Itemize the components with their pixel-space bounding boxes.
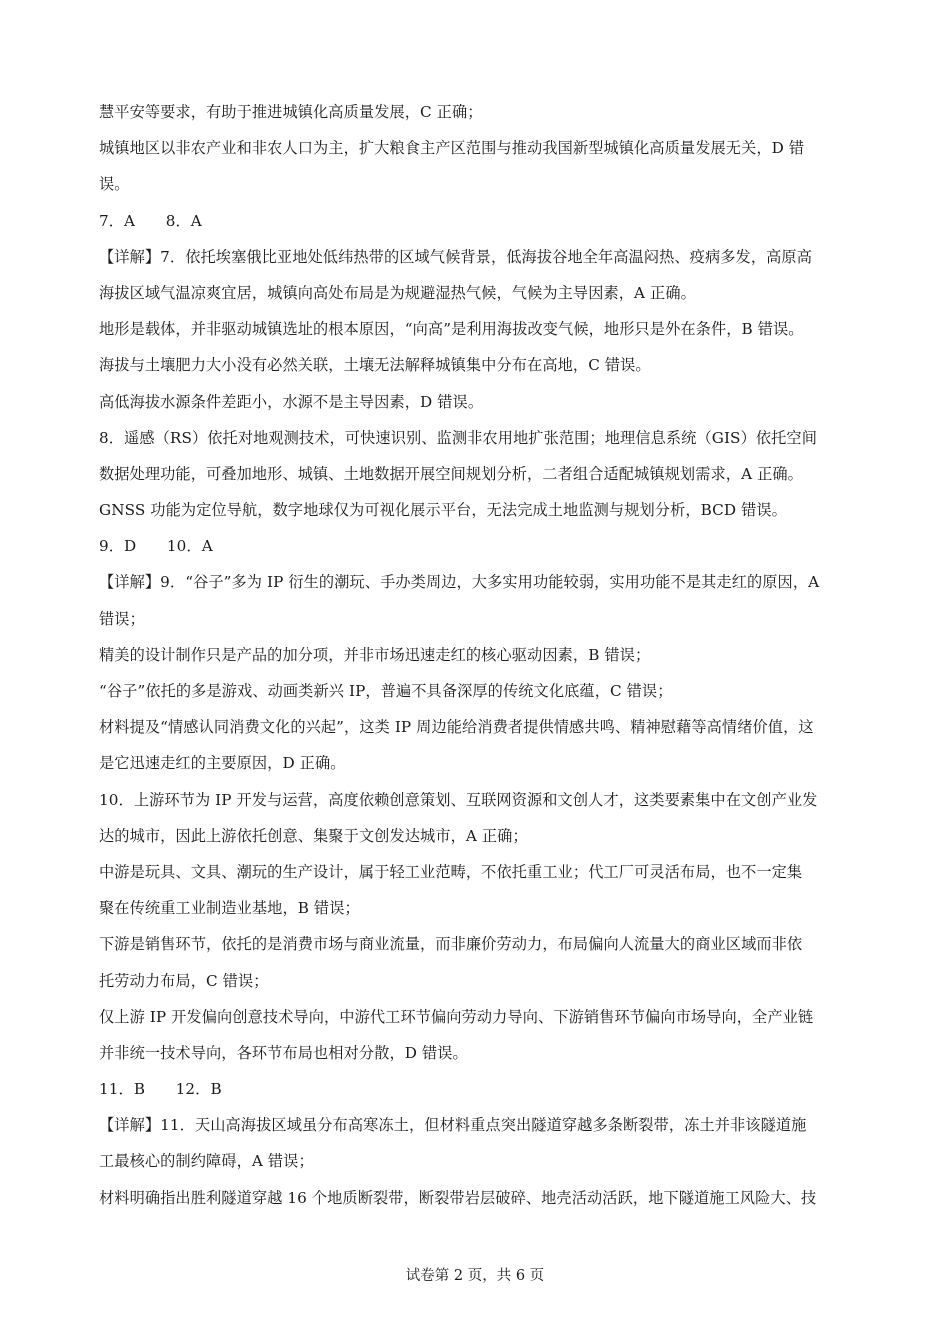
text-line-9: 高低海拔水源条件差距小，水源不是主导因素，D 错误。 (99, 392, 484, 411)
text-line-23: 聚在传统重工业制造业基地，B 错误； (99, 899, 360, 918)
answer-key-9-10: 9．D 10．A (99, 537, 213, 556)
text-line-26: 仅上游 IP 开发偏向创意技术导向，中游代工环节偏向劳动力导向、下游销售环节偏向市场导向，全产业链 (99, 1007, 814, 1026)
text-line-17: “谷子”依托的多是游戏、动画类新兴 IP，普遍不具备深厚的传统文化底蕴，C 错误； (99, 682, 673, 700)
text-line-1: 慧平安等要求，有助于推进城镇化高质量发展，C 正确； (99, 103, 483, 121)
text-line-3: 误。 (99, 175, 130, 194)
text-line-12: GNSS 功能为定位导航，数字地球仅为可视化展示平台，无法完成土地监测与规划分析，BCD 错误。 (99, 501, 787, 520)
answer-key-7-8: 7．A 8．A (99, 211, 202, 230)
text-line-7: 地形是载体，并非驱动城镇选址的根本原因，“向高”是利用海拔改变气候，地形只是外在条件，B 错误。 (99, 320, 804, 339)
text-line-19: 是它迅速走红的主要原因，D 正确。 (99, 754, 346, 773)
text-line-14: 【详解】9．“谷子”多为 IP 衍生的潮玩、手办类周边，大多实用功能较弱，实用功能不是其走红的原因，A (99, 573, 820, 592)
text-line-29: 【详解】11．天山高海拔区域虽分布高寒冻土，但材料重点突出隧道穿越多条断裂带，冻土并非该隧道施 (99, 1116, 807, 1135)
text-line-30: 工最核心的制约障碍，A 错误； (99, 1152, 314, 1171)
text-line-6: 海拔区域气温凉爽宜居，城镇向高处布局是为规避湿热气候，气候为主导因素，A 正确。 (99, 283, 696, 302)
text-line-22: 中游是玩具、文具、潮玩的生产设计，属于轻工业范畴，不依托重工业；代工厂可灵活布局，也不一定集 (99, 862, 803, 881)
answer-explanation-body (99, 94, 851, 1216)
page-footer: 试卷第 2 页，共 6 页 (405, 1268, 545, 1284)
text-line-11: 数据处理功能，可叠加地形、城镇、土地数据开展空间规划分析，二者组合适配城镇规划需求，A 正确。 (99, 464, 803, 483)
text-line-8: 海拔与土壤肥力大小没有必然关联，土壤无法解释城镇集中分布在高地，C 错误。 (99, 356, 651, 375)
answer-key-11-12: 11．B 12．B (99, 1080, 222, 1099)
text-line-21: 达的城市，因此上游依托创意、集聚于文创发达城市，A 正确； (99, 826, 528, 845)
text-line-5: 【详解】7．依托埃塞俄比亚地处低纬热带的区域气候背景，低海拔谷地全年高温闷热、疫病多发，高原高 (99, 247, 812, 266)
text-line-24: 下游是销售环节，依托的是消费市场与商业流量，而非廉价劳动力，布局偏向人流量大的商业区域而非依 (99, 935, 803, 954)
text-line-27: 并非统一技术导向，各环节布局也相对分散，D 错误。 (99, 1043, 468, 1062)
text-line-15: 错误； (99, 609, 145, 628)
text-line-18: 材料提及“情感认同消费文化的兴起”，这类 IP 周边能给消费者提供情感共鸣、精神慰藉等高情绪价值，这 (99, 718, 814, 737)
text-line-25: 托劳动力布局，C 错误； (99, 971, 269, 990)
text-line-10: 8．遥感（RS）依托对地观测技术，可快速识别、监测非农用地扩张范围；地理信息系统（GIS）依托空间 (99, 428, 818, 447)
text-line-16: 精美的设计制作只是产品的加分项，并非市场迅速走红的核心驱动因素，B 错误； (99, 645, 651, 664)
text-line-20: 10．上游环节为 IP 开发与运营，高度依赖创意策划、互联网资源和文创人才，这类要素集中在文创产业发 (99, 790, 818, 809)
text-line-2: 城镇地区以非农产业和非农人口为主，扩大粮食主产区范围与推动我国新型城镇化高质量发展无关，D 错 (99, 139, 805, 158)
text-line-31: 材料明确指出胜利隧道穿越 16 个地质断裂带，断裂带岩层破碎、地壳活动活跃，地下隧道施工风险大、技 (99, 1188, 817, 1207)
